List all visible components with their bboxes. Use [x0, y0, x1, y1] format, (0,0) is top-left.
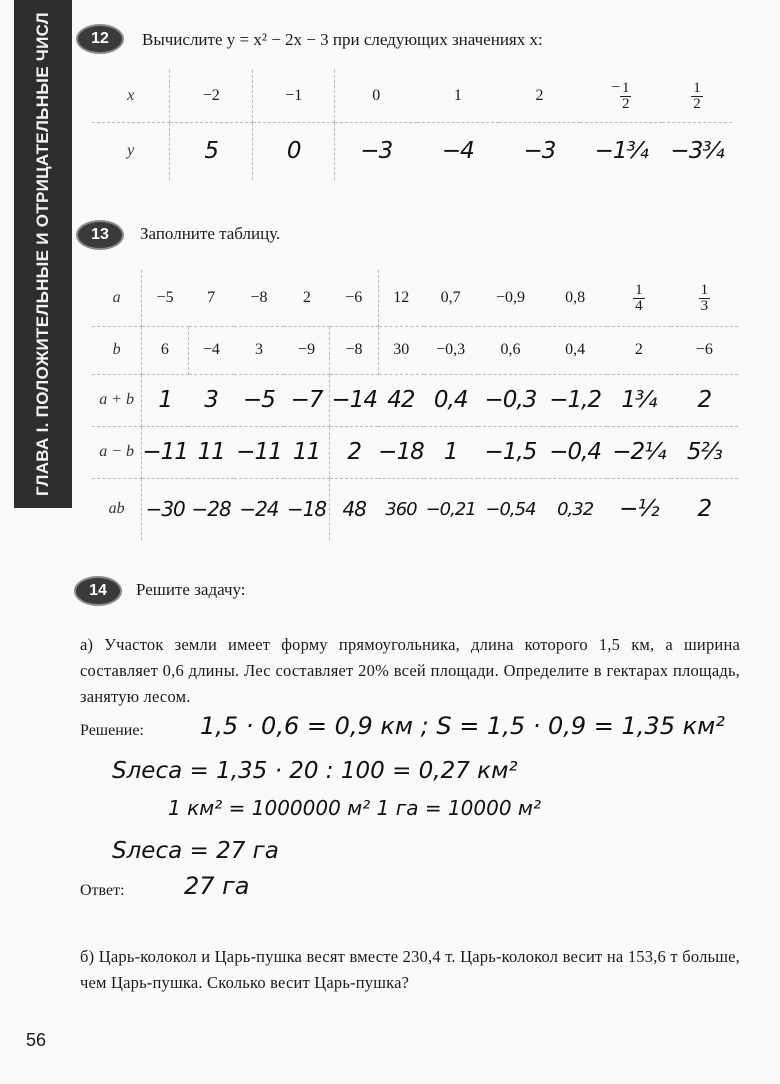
task-13-table: [92, 270, 738, 540]
x-cell: 1: [417, 70, 499, 122]
diff-cell: −0,4: [543, 426, 607, 478]
y-cell: −3: [360, 138, 393, 165]
task-12-title: Вычислите y = x² − 2x − 3 при следующих значениях x:: [142, 30, 543, 49]
solution-line-3: 1 км² = 1000000 м² 1 га = 10000 м²: [168, 796, 542, 820]
x-cell: 0: [335, 70, 417, 122]
diff-cell: −11: [142, 426, 188, 478]
answer-value: 27 га: [184, 872, 250, 900]
sum-cell: −14: [330, 374, 378, 426]
task-12-table: [92, 70, 732, 180]
prod-cell: −30: [145, 497, 185, 522]
sum-cell: 0,4: [424, 374, 478, 426]
a-cell: −0,9: [478, 270, 544, 326]
task-14a-text: а) Участок земли имеет форму прямоугольника, длина которого 1,5 км, а ширина составляет 0,6 длины. Лес составляет 20% всей площади. Определите в гектарах площадь, занятую лесом.: [80, 635, 740, 706]
a-cell-fraction: $\frac{1}{4}$: [607, 270, 671, 326]
sum-cell: −0,3: [478, 374, 544, 426]
prod-cell: −0,54: [485, 498, 536, 520]
diff-cell: 11: [188, 426, 234, 478]
x-cell: −2: [170, 70, 253, 122]
sum-cell: −5: [234, 374, 284, 426]
x-cell: 2: [499, 70, 581, 122]
row-label-x: x: [92, 70, 170, 122]
diff-cell: −1,5: [478, 426, 544, 478]
row-label-y: y: [92, 122, 170, 180]
row-label-a: a: [92, 270, 142, 326]
b-cell: 30: [378, 326, 424, 374]
b-cell: 6: [142, 326, 188, 374]
a-cell: 12: [378, 270, 424, 326]
b-cell: 2: [607, 326, 671, 374]
diff-cell: −18: [378, 426, 424, 478]
sum-cell: 1: [142, 374, 188, 426]
prod-cell: −24: [239, 497, 279, 522]
y-cell: 5: [170, 122, 253, 180]
a-cell: −5: [142, 270, 188, 326]
diff-cell: 11: [284, 426, 330, 478]
x-cell-fraction: − $\frac{1}{2}$: [580, 70, 662, 122]
prod-cell: −18: [284, 478, 330, 540]
b-cell: 0,4: [543, 326, 607, 374]
a-cell: 2: [284, 270, 330, 326]
row-label-diff: a − b: [92, 426, 142, 478]
sum-cell: −1,2: [543, 374, 607, 426]
b-cell: 3: [234, 326, 284, 374]
prod-cell: −28: [191, 497, 231, 522]
task-13-badge: 13: [78, 222, 122, 248]
prod-cell: −0,21: [425, 498, 476, 520]
row-label-sum: a + b: [92, 374, 142, 426]
b-cell: −0,3: [424, 326, 478, 374]
chapter-sidebar: [14, 0, 72, 508]
solution-line-4: Sлеса = 27 га: [112, 838, 279, 864]
a-cell: 0,7: [424, 270, 478, 326]
diff-cell: 1: [424, 426, 478, 478]
prod-cell: 2: [697, 496, 712, 523]
a-cell: −8: [234, 270, 284, 326]
y-cell: −1¾: [594, 138, 648, 165]
prod-cell: 360: [385, 498, 417, 520]
a-cell: 7: [188, 270, 234, 326]
a-cell-fraction: $\frac{1}{3}$: [671, 270, 738, 326]
diff-cell: 5⅔: [671, 426, 738, 478]
x-cell-fraction: $\frac{1}{2}$: [662, 70, 732, 122]
sum-cell: 2: [671, 374, 738, 426]
task-12-badge: 12: [78, 26, 122, 52]
task-14-title: Решите задачу:: [136, 580, 246, 599]
row-label-prod: ab: [92, 478, 142, 540]
page-number: 56: [26, 1030, 47, 1050]
prod-cell: 48: [342, 497, 366, 522]
y-cell: −3¾: [670, 138, 724, 165]
sum-cell: 1¾: [607, 374, 671, 426]
b-cell: −6: [671, 326, 738, 374]
task-13-title: Заполните таблицу.: [140, 224, 281, 243]
y-cell: −4: [441, 138, 474, 165]
sum-cell: 3: [188, 374, 234, 426]
task-14-badge: 14: [76, 578, 120, 604]
diff-cell: −11: [234, 426, 284, 478]
row-label-b: b: [92, 326, 142, 374]
solution-label: Решение:: [80, 722, 144, 739]
b-cell: 0,6: [478, 326, 544, 374]
diff-cell: −2¼: [607, 426, 671, 478]
solution-line-1: 1,5 · 0,6 = 0,9 км ; S = 1,5 · 0,9 = 1,35 км²: [200, 712, 725, 740]
a-cell: −6: [330, 270, 378, 326]
b-cell: −9: [284, 326, 330, 374]
y-cell: 0: [252, 122, 335, 180]
b-cell: −4: [188, 326, 234, 374]
x-cell: −1: [252, 70, 335, 122]
sum-cell: 42: [378, 374, 424, 426]
answer-label: Ответ:: [80, 882, 125, 899]
b-cell: −8: [330, 326, 378, 374]
solution-line-2: Sлеса = 1,35 · 20 : 100 = 0,27 км²: [112, 758, 518, 784]
a-cell: 0,8: [543, 270, 607, 326]
prod-cell: 0,32: [557, 498, 594, 520]
diff-cell: 2: [330, 426, 378, 478]
chapter-title: ГЛАВА I. ПОЛОЖИТЕЛЬНЫЕ И ОТРИЦАТЕЛЬНЫЕ ЧИСЛ: [33, 11, 52, 497]
prod-cell: −½: [619, 496, 659, 523]
sum-cell: −7: [284, 374, 330, 426]
task-14b-text: б) Царь-колокол и Царь-пушка весят вместе 230,4 т. Царь-колокол весит на 153,6 т больше, чем Царь-пушка. Сколько весит Царь-пушка?: [80, 947, 740, 992]
y-cell: −3: [523, 138, 556, 165]
